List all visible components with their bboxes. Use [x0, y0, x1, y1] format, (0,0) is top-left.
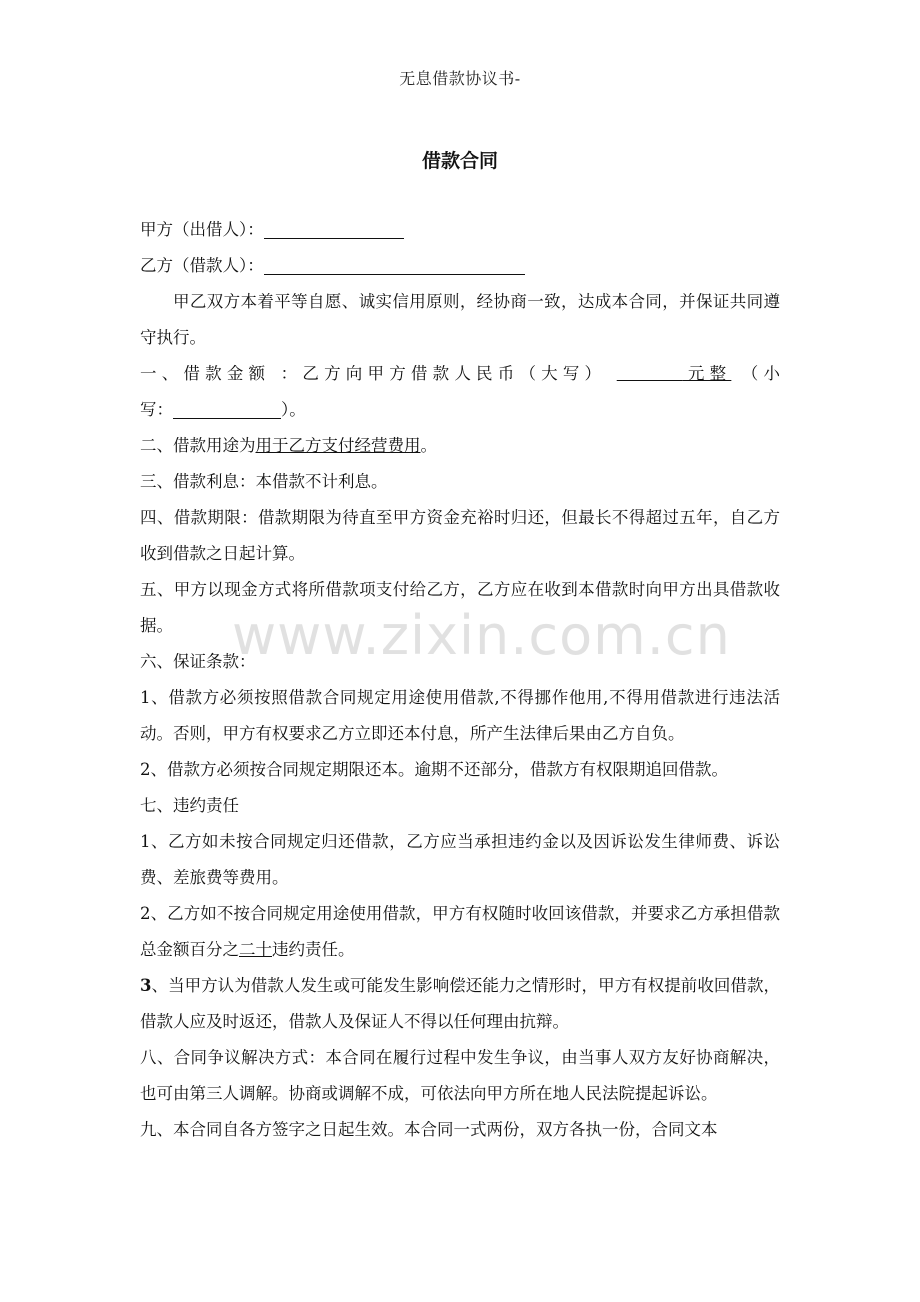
watermark: www.zixin.com.cn	[232, 604, 731, 667]
party-b-label: 乙方（借款人）：	[140, 256, 264, 275]
clause-7-item-1: 1、乙方如未按合同规定归还借款，乙方应当承担违约金以及因诉讼发生律师费、诉讼费、差旅费等费用。	[140, 832, 780, 887]
preamble: 甲乙双方本着平等自愿、诚实信用原则，经协商一致，达成本合同，并保证共同遵守执行。	[140, 292, 780, 347]
clause-6-item-1: 1、借款方必须按照借款合同规定用途使用借款,不得挪作他用,不得用借款进行违法活动。否则，甲方有权要求乙方立即还本付息，所产生法律后果由乙方自负。	[140, 688, 780, 743]
contract-body	[140, 212, 780, 1148]
clause-7-heading: 七、违约责任	[140, 796, 239, 815]
clause-9: 九、本合同自各方签字之日起生效。本合同一式两份，双方各执一份，合同文本	[140, 1120, 718, 1139]
clause-1-text: 一、借款金额 ：乙方向甲方借款人民币（大写）	[140, 364, 607, 383]
clause-7-item-2	[140, 896, 780, 968]
clause-1-line-1	[140, 356, 780, 392]
party-b-blank	[264, 255, 525, 275]
party-a-blank	[264, 219, 404, 239]
clause-7-item-2-text: 2、乙方如不按合同规定用途使用借款，甲方有权随时收回该借款，并要求乙方承担借款总金额百分之	[140, 904, 780, 959]
clause-5: 五、甲方以现金方式将所借款项支付给乙方，乙方应在收到本借款时向甲方出具借款收据。	[140, 580, 780, 635]
clause-1-text-c: 写：	[140, 400, 173, 419]
clause-1-line-2	[140, 392, 780, 428]
clause-7-item-3	[140, 968, 780, 1040]
clause-2-prefix: 二、借款用途为	[140, 436, 256, 455]
clause-4: 四、借款期限：借款期限为待直至甲方资金充裕时归还，但最长不得超过五年，自乙方收到借款之日起计算。	[140, 508, 780, 563]
clause-1-amount-blank	[617, 364, 732, 383]
clause-6-heading: 六、保证条款：	[140, 652, 256, 671]
clause-7-item-3-number: 3	[140, 976, 152, 995]
clause-6-item-2: 2、借款方必须按合同规定期限还本。逾期不还部分，借款方有权限期追回借款。	[140, 760, 728, 779]
party-a-label: 甲方（出借人）：	[140, 220, 264, 239]
party-a-line	[140, 212, 780, 248]
clause-1-unit: 元整	[682, 364, 732, 383]
document-header: 无息借款协议书-	[399, 69, 521, 88]
clause-3: 三、借款利息：本借款不计利息。	[140, 472, 388, 491]
clause-2	[140, 428, 780, 464]
clause-8: 八、合同争议解决方式：本合同在履行过程中发生争议，由当事人双方友好协商解决，也可由第三人调解。协商或调解不成，可依法向甲方所在地人民法院提起诉讼。	[140, 1048, 780, 1103]
clause-7-item-2-percent: 二十	[239, 940, 272, 959]
clause-1-text-b: （小	[741, 364, 781, 383]
clause-7-item-3-text: 、当甲方认为借款人发生或可能发生影响偿还能力之情形时，甲方有权提前收回借款，借款人应及时返还，借款人及保证人不得以任何理由抗辩。	[140, 976, 780, 1031]
clause-7-item-2-suffix: 违约责任。	[272, 940, 355, 959]
clause-2-suffix: 。	[420, 436, 437, 455]
document-title: 借款合同	[421, 150, 498, 172]
clause-1-text-d: ）。	[281, 400, 306, 419]
party-b-line	[140, 248, 780, 284]
clause-1-small-amount-blank	[173, 399, 281, 419]
clause-2-purpose: 用于乙方支付经营费用	[255, 436, 421, 455]
